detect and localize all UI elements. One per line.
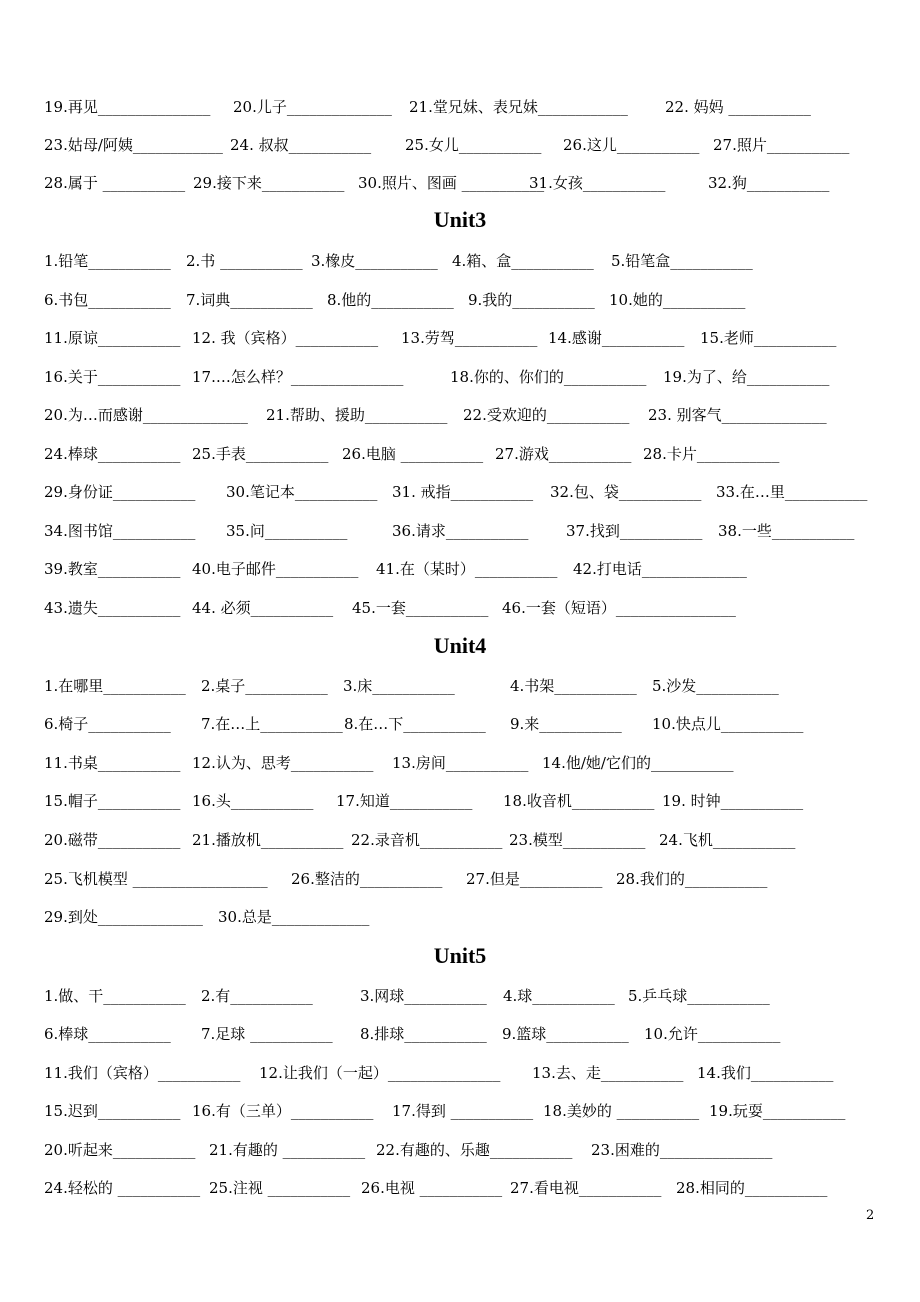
vocab-item: 16.关于___________ (44, 368, 181, 386)
vocab-row (0, 675, 920, 697)
vocab-item: 32.狗___________ (708, 174, 830, 192)
vocab-item: 41.在（某时）___________ (376, 560, 558, 578)
vocab-item: 20.儿子______________ (233, 98, 392, 116)
vocab-item: 11.我们（宾格）___________ (44, 1064, 241, 1082)
vocab-item: 26.电视 ___________ (361, 1179, 503, 1197)
vocab-item: 4.球___________ (503, 987, 615, 1005)
vocab-item: 2.书 ___________ (186, 252, 303, 270)
vocab-item: 1.铅笔___________ (44, 252, 171, 270)
vocab-row (0, 172, 920, 194)
vocab-item: 18.美妙的 ___________ (543, 1102, 700, 1120)
vocab-item: 22.录音机___________ (351, 831, 503, 849)
vocab-item: 31.女孩___________ (529, 174, 666, 192)
vocab-row (0, 985, 920, 1007)
vocab-item: 36.请求___________ (392, 522, 529, 540)
vocab-item: 27.照片___________ (713, 136, 850, 154)
vocab-item: 10.她的___________ (609, 291, 746, 309)
vocab-item: 39.教室___________ (44, 560, 181, 578)
vocab-item: 34.图书馆___________ (44, 522, 196, 540)
vocab-row (0, 868, 920, 890)
vocab-item: 24. 叔叔___________ (230, 136, 372, 154)
vocab-item: 21.播放机___________ (192, 831, 344, 849)
vocab-item: 3.床___________ (343, 677, 455, 695)
vocab-item: 9.来___________ (510, 715, 622, 733)
vocab-item: 26.这儿___________ (563, 136, 700, 154)
vocab-item: 28.相同的___________ (676, 1179, 828, 1197)
vocab-item: 16.头___________ (192, 792, 314, 810)
vocab-item: 15.老师___________ (700, 329, 837, 347)
vocab-item: 8.在…下___________ (344, 715, 486, 733)
vocab-row (0, 96, 920, 118)
vocab-item: 17.得到 ___________ (392, 1102, 534, 1120)
vocab-item: 10.允许___________ (644, 1025, 781, 1043)
vocab-item: 30.照片、图画 ___________ (358, 174, 545, 192)
vocab-row (0, 829, 920, 851)
vocab-item: 14.感谢___________ (548, 329, 685, 347)
vocab-item: 3.橡皮___________ (311, 252, 438, 270)
vocab-item: 27.但是___________ (466, 870, 603, 888)
vocab-item: 18.你的、你们的___________ (450, 368, 647, 386)
vocab-row (0, 404, 920, 426)
vocab-item: 15.帽子___________ (44, 792, 181, 810)
vocab-item: 4.箱、盒___________ (452, 252, 594, 270)
vocab-item: 37.找到___________ (566, 522, 703, 540)
vocab-item: 4.书架___________ (510, 677, 637, 695)
vocab-item: 3.网球___________ (360, 987, 487, 1005)
vocab-item: 24.飞机___________ (659, 831, 796, 849)
vocab-item: 14.我们___________ (697, 1064, 834, 1082)
vocab-row (0, 713, 920, 735)
vocab-row (0, 366, 920, 388)
vocab-item: 38.一些___________ (718, 522, 855, 540)
vocab-item: 5.沙发___________ (652, 677, 779, 695)
vocab-item: 8.排球___________ (360, 1025, 487, 1043)
vocab-item: 24.棒球___________ (44, 445, 181, 463)
vocab-item: 26.电脑 ___________ (342, 445, 484, 463)
vocab-item: 19.玩耍___________ (709, 1102, 846, 1120)
vocab-item: 25.手表___________ (192, 445, 329, 463)
vocab-item: 20.磁带___________ (44, 831, 181, 849)
vocab-row (0, 1177, 920, 1199)
vocab-item: 32.包、袋___________ (550, 483, 702, 501)
vocab-item: 28.属于 ___________ (44, 174, 186, 192)
vocab-item: 30.笔记本___________ (226, 483, 378, 501)
vocab-item: 13.房间___________ (392, 754, 529, 772)
vocab-item: 46.一套（短语）________________ (502, 599, 736, 617)
vocab-item: 31. 戒指___________ (392, 483, 534, 501)
vocab-row (0, 597, 920, 619)
vocab-item: 21.堂兄妹、表兄妹____________ (409, 98, 628, 116)
vocab-item: 43.遗失___________ (44, 599, 181, 617)
vocab-item: 21.有趣的 ___________ (209, 1141, 366, 1159)
vocab-item: 7.词典___________ (186, 291, 313, 309)
vocab-row (0, 520, 920, 542)
vocab-item: 1.在哪里___________ (44, 677, 186, 695)
vocab-item: 23.困难的_______________ (591, 1141, 773, 1159)
vocab-row (0, 1100, 920, 1122)
vocab-row (0, 289, 920, 311)
vocab-item: 11.原谅___________ (44, 329, 181, 347)
vocab-item: 40.电子邮件___________ (192, 560, 359, 578)
vocab-item: 28.卡片___________ (643, 445, 780, 463)
vocab-row (0, 134, 920, 156)
section-heading: Unit4 (433, 633, 487, 658)
vocab-item: 23.姑母/阿姨____________ (44, 136, 223, 154)
vocab-item: 44. 必须___________ (192, 599, 334, 617)
page-number: 2 (866, 1208, 875, 1223)
vocab-item: 19.为了、给___________ (663, 368, 830, 386)
vocab-item: 29.接下来___________ (193, 174, 345, 192)
vocab-item: 29.到处______________ (44, 908, 203, 926)
vocab-row (0, 558, 920, 580)
vocab-item: 24.轻松的 ___________ (44, 1179, 201, 1197)
vocab-item: 19. 时钟___________ (662, 792, 804, 810)
vocab-item: 7.足球 ___________ (201, 1025, 333, 1043)
vocab-item: 18.收音机___________ (503, 792, 655, 810)
vocab-item: 33.在…里___________ (716, 483, 868, 501)
vocab-item: 9.我的___________ (468, 291, 595, 309)
vocab-item: 25.注视 ___________ (209, 1179, 351, 1197)
vocab-item: 20.为…而感谢______________ (44, 406, 248, 424)
vocab-item: 42.打电话______________ (573, 560, 747, 578)
vocab-item: 45.一套___________ (352, 599, 489, 617)
vocab-item: 23. 别客气______________ (648, 406, 827, 424)
vocab-item: 25.飞机模型 __________________ (44, 870, 268, 888)
vocab-item: 14.他/她/它们的___________ (542, 754, 734, 772)
vocab-row (0, 327, 920, 349)
vocab-item: 29.身份证___________ (44, 483, 196, 501)
section-heading: Unit5 (433, 943, 487, 968)
vocab-item: 27.看电视___________ (510, 1179, 662, 1197)
vocab-row (0, 443, 920, 465)
vocab-item: 30.总是_____________ (218, 908, 370, 926)
vocab-item: 6.棒球___________ (44, 1025, 171, 1043)
vocab-row (0, 752, 920, 774)
vocab-item: 16.有（三单）___________ (192, 1102, 374, 1120)
vocab-item: 17.…怎么样？_______________ (192, 368, 404, 386)
vocab-row (0, 790, 920, 812)
vocab-item: 9.篮球___________ (502, 1025, 629, 1043)
vocab-item: 13.去、走___________ (532, 1064, 684, 1082)
vocab-item: 20.听起来___________ (44, 1141, 196, 1159)
vocab-item: 12.认为、思考___________ (192, 754, 374, 772)
vocab-item: 23.模型___________ (509, 831, 646, 849)
vocab-row (0, 1139, 920, 1161)
vocab-item: 11.书桌___________ (44, 754, 181, 772)
vocab-item: 22.有趣的、乐趣___________ (376, 1141, 573, 1159)
vocab-item: 26.整洁的___________ (291, 870, 443, 888)
vocab-item: 2.有___________ (201, 987, 313, 1005)
vocab-item: 5.铅笔盒___________ (611, 252, 753, 270)
vocab-row (0, 250, 920, 272)
vocab-item: 8.他的___________ (327, 291, 454, 309)
vocab-row (0, 481, 920, 503)
vocab-item: 6.椅子___________ (44, 715, 171, 733)
vocab-item: 27.游戏___________ (495, 445, 632, 463)
vocab-item: 35.问___________ (226, 522, 348, 540)
vocab-item: 10.快点儿___________ (652, 715, 804, 733)
vocab-item: 25.女儿___________ (405, 136, 542, 154)
vocab-row (0, 906, 920, 928)
vocab-row (0, 1062, 920, 1084)
vocab-item: 2.桌子___________ (201, 677, 328, 695)
vocab-item: 12.让我们（一起）_______________ (259, 1064, 501, 1082)
vocab-item: 6.书包___________ (44, 291, 171, 309)
section-heading: Unit3 (433, 207, 487, 232)
vocab-item: 19.再见_______________ (44, 98, 211, 116)
vocab-item: 1.做、干___________ (44, 987, 186, 1005)
vocab-item: 7.在…上___________ (201, 715, 343, 733)
vocab-item: 28.我们的___________ (616, 870, 768, 888)
vocab-item: 17.知道___________ (336, 792, 473, 810)
vocab-item: 12. 我（宾格）___________ (192, 329, 379, 347)
vocab-item: 13.劳驾___________ (401, 329, 538, 347)
vocab-item: 22.受欢迎的___________ (463, 406, 630, 424)
vocab-item: 5.乒乓球___________ (628, 987, 770, 1005)
vocab-item: 15.迟到___________ (44, 1102, 181, 1120)
vocab-row (0, 1023, 920, 1045)
vocab-item: 22. 妈妈 ___________ (665, 98, 811, 116)
vocab-item: 21.帮助、援助___________ (266, 406, 448, 424)
